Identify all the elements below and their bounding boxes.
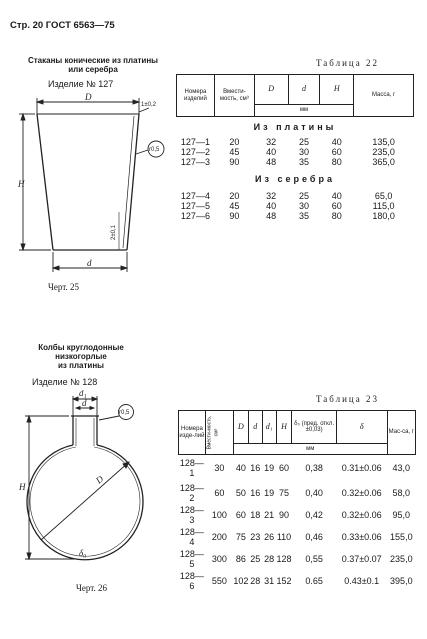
- dim-d: d: [87, 258, 92, 268]
- table23-col-H: H: [276, 411, 292, 444]
- section2-product: Изделие № 128: [32, 377, 98, 387]
- dim-wall-side: 2±0,1: [111, 225, 117, 240]
- dim-radius2: r0,5: [119, 410, 130, 416]
- table-row: 128—3 100 60 18 21 90 0,42 0.32±0.06 95,0: [179, 504, 411, 525]
- dim-d: d: [82, 398, 87, 408]
- table22-label: Таблица 22: [316, 58, 379, 68]
- dim-D: D: [85, 92, 92, 102]
- table22-col-num: Номера изделий: [177, 75, 215, 117]
- section2-drawing-label: Черт. 26: [76, 583, 107, 593]
- table-row: 127—5 45 40 30 60 115,0: [180, 200, 395, 211]
- table22-col-H: H: [320, 75, 354, 105]
- table23-header-row: [179, 411, 416, 444]
- section2-title: [22, 343, 140, 370]
- page-header: Стр. 20 ГОСТ 6563—75: [10, 20, 115, 31]
- dim-D2: D: [93, 473, 106, 486]
- table-row: 127—2 45 40 30 60 235,0: [180, 146, 395, 157]
- dim-wall: 1±0,2: [141, 102, 156, 108]
- section1-product: Изделие № 127: [48, 79, 114, 89]
- table23-unit: мм: [233, 444, 387, 455]
- table-row: 128—1 30 40 16 19 60 0,38 0.31±0.06 43,0: [179, 458, 411, 479]
- table22: [176, 74, 414, 221]
- table23: [178, 410, 416, 592]
- table23-col-s0: δ₀ (пред. откл. ±0,03): [292, 411, 336, 444]
- cone-drawing: [15, 92, 175, 282]
- table23-col-vol: Вмести-мость, см³: [205, 411, 233, 455]
- section1-title-line1: Стаканы конические из платины: [27, 56, 159, 65]
- table-row: 127—4 20 32 25 40 65,0: [180, 190, 393, 201]
- table-row: 128—4 200 75 23 26 110 0,46 0.33±0.06 155,0: [179, 526, 413, 547]
- table23-label: Таблица 23: [316, 394, 379, 404]
- table23-col-mass: Мас-са, г: [387, 411, 415, 455]
- table23-col-D: D: [233, 411, 248, 444]
- table22-group-silver: Из серебра: [255, 173, 335, 184]
- table-row: 128—5 300 86 25 28 128 0,55 0.37±0.07 235,0: [179, 548, 413, 569]
- section2-title-line3: из платины: [58, 361, 104, 370]
- dim-radius: r0,5: [149, 147, 160, 153]
- table22-col-d: d: [288, 75, 320, 105]
- table22-col-D: D: [254, 75, 288, 105]
- table22-header-row: [177, 75, 414, 105]
- table22-col-vol: Вмести-мость, см³: [214, 75, 254, 117]
- section1-drawing-label: Черт. 25: [48, 282, 79, 292]
- section2-title-line2: низкогорлые: [55, 352, 107, 361]
- table22-unit: мм: [254, 105, 353, 117]
- dim-H2: H: [19, 482, 26, 492]
- table-row: 127—1 20 32 25 40 135,0: [180, 136, 395, 147]
- dim-delta: δ₀: [79, 548, 87, 558]
- table22-col-mass: Масса, г: [354, 75, 414, 117]
- table-row: 127—6 90 48 35 80 180,0: [180, 210, 395, 221]
- table22-group-platinum: Из платины: [253, 121, 337, 132]
- dim-d1: d₁: [79, 390, 87, 398]
- table23-col-s: δ: [336, 411, 387, 444]
- table-row: 128—6 550 102 28 31 152 0.65 0.43±0.1 395,0: [179, 570, 413, 591]
- table23-col-num: Номера изде-лий: [179, 411, 206, 455]
- flask-drawing: [15, 390, 175, 580]
- table-row: 128—2 60 50 16 19 75 0,40 0.32±0.06 58,0: [179, 482, 411, 503]
- table23-col-d: d: [248, 411, 262, 444]
- table23-col-d1: d₁: [262, 411, 276, 444]
- table-row: 127—3 90 48 35 80 365,0: [180, 156, 395, 167]
- section1-title-line2: или серебра: [68, 65, 118, 74]
- section2-title-line1: Колбы круглодонные: [38, 343, 124, 352]
- section1-title: [18, 56, 168, 74]
- dim-H: H: [18, 179, 25, 189]
